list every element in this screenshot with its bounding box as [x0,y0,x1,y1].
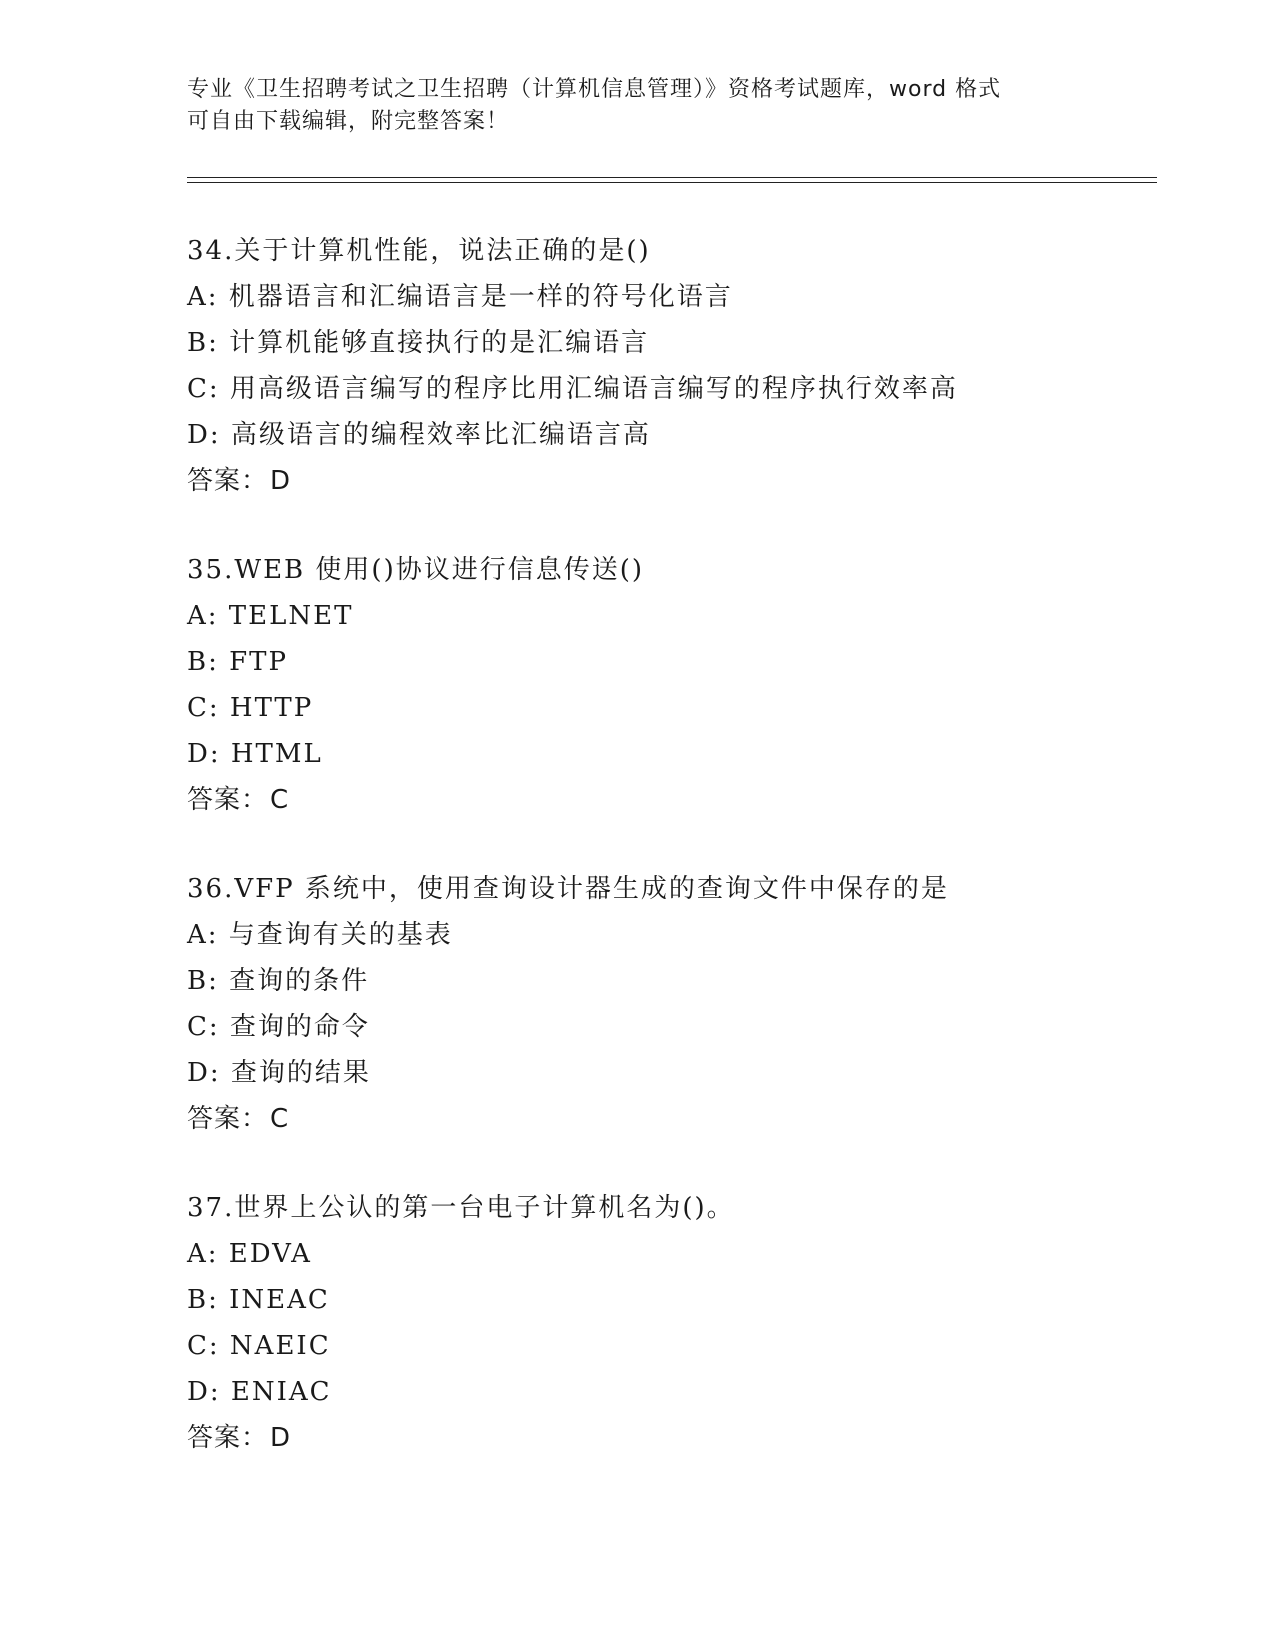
question-36 [187,866,1167,1142]
question-stem: 34.关于计算机性能，说法正确的是() [187,236,651,266]
header-divider-top [187,177,1157,178]
answer-value: D [270,466,292,496]
answer-line [187,777,1167,823]
option-b: B: INEAC [187,1285,330,1315]
option-a: A: 机器语言和汇编语言是一样的符号化语言 [187,282,733,312]
question-stem: 36.VFP 系统中，使用查询设计器生成的查询文件中保存的是 [187,874,949,904]
option-b: B: 查询的条件 [187,966,370,996]
document-header [187,74,1087,138]
option-a: A: 与查询有关的基表 [187,920,453,950]
answer-label: 答案： [187,1423,269,1453]
option-c: C: NAEIC [187,1331,331,1361]
option-d: D: 高级语言的编程效率比汇编语言高 [187,420,651,450]
answer-value: D [270,1423,292,1453]
question-stem: 35.WEB 使用()协议进行信息传送() [187,555,644,585]
question-34 [187,228,1167,504]
header-divider-bottom [187,182,1157,183]
answer-value: C [270,785,290,815]
question-37 [187,1185,1167,1461]
option-b: B: FTP [187,647,289,677]
answer-label: 答案： [187,1104,269,1134]
answer-line [187,1096,1167,1142]
question-35 [187,547,1167,823]
header-title-line-2: 可自由下载编辑，附完整答案！ [187,109,510,134]
option-d: D: ENIAC [187,1377,332,1407]
header-title-line-1: 专业《卫生招聘考试之卫生招聘（计算机信息管理）》资格考试题库，word 格式 [187,77,1002,102]
answer-value: C [270,1104,290,1134]
question-stem: 37.世界上公认的第一台电子计算机名为()。 [187,1193,735,1223]
option-b: B: 计算机能够直接执行的是汇编语言 [187,328,650,358]
option-d: D: 查询的结果 [187,1058,371,1088]
answer-label: 答案： [187,785,269,815]
option-a: A: TELNET [187,601,354,631]
answer-line [187,458,1167,504]
option-a: A: EDVA [187,1239,312,1269]
option-c: C: HTTP [187,693,314,723]
answer-label: 答案： [187,466,269,496]
answer-line [187,1415,1167,1461]
option-c: C: 查询的命令 [187,1012,370,1042]
option-d: D: HTML [187,739,323,769]
option-c: C: 用高级语言编写的程序比用汇编语言编写的程序执行效率高 [187,374,958,404]
